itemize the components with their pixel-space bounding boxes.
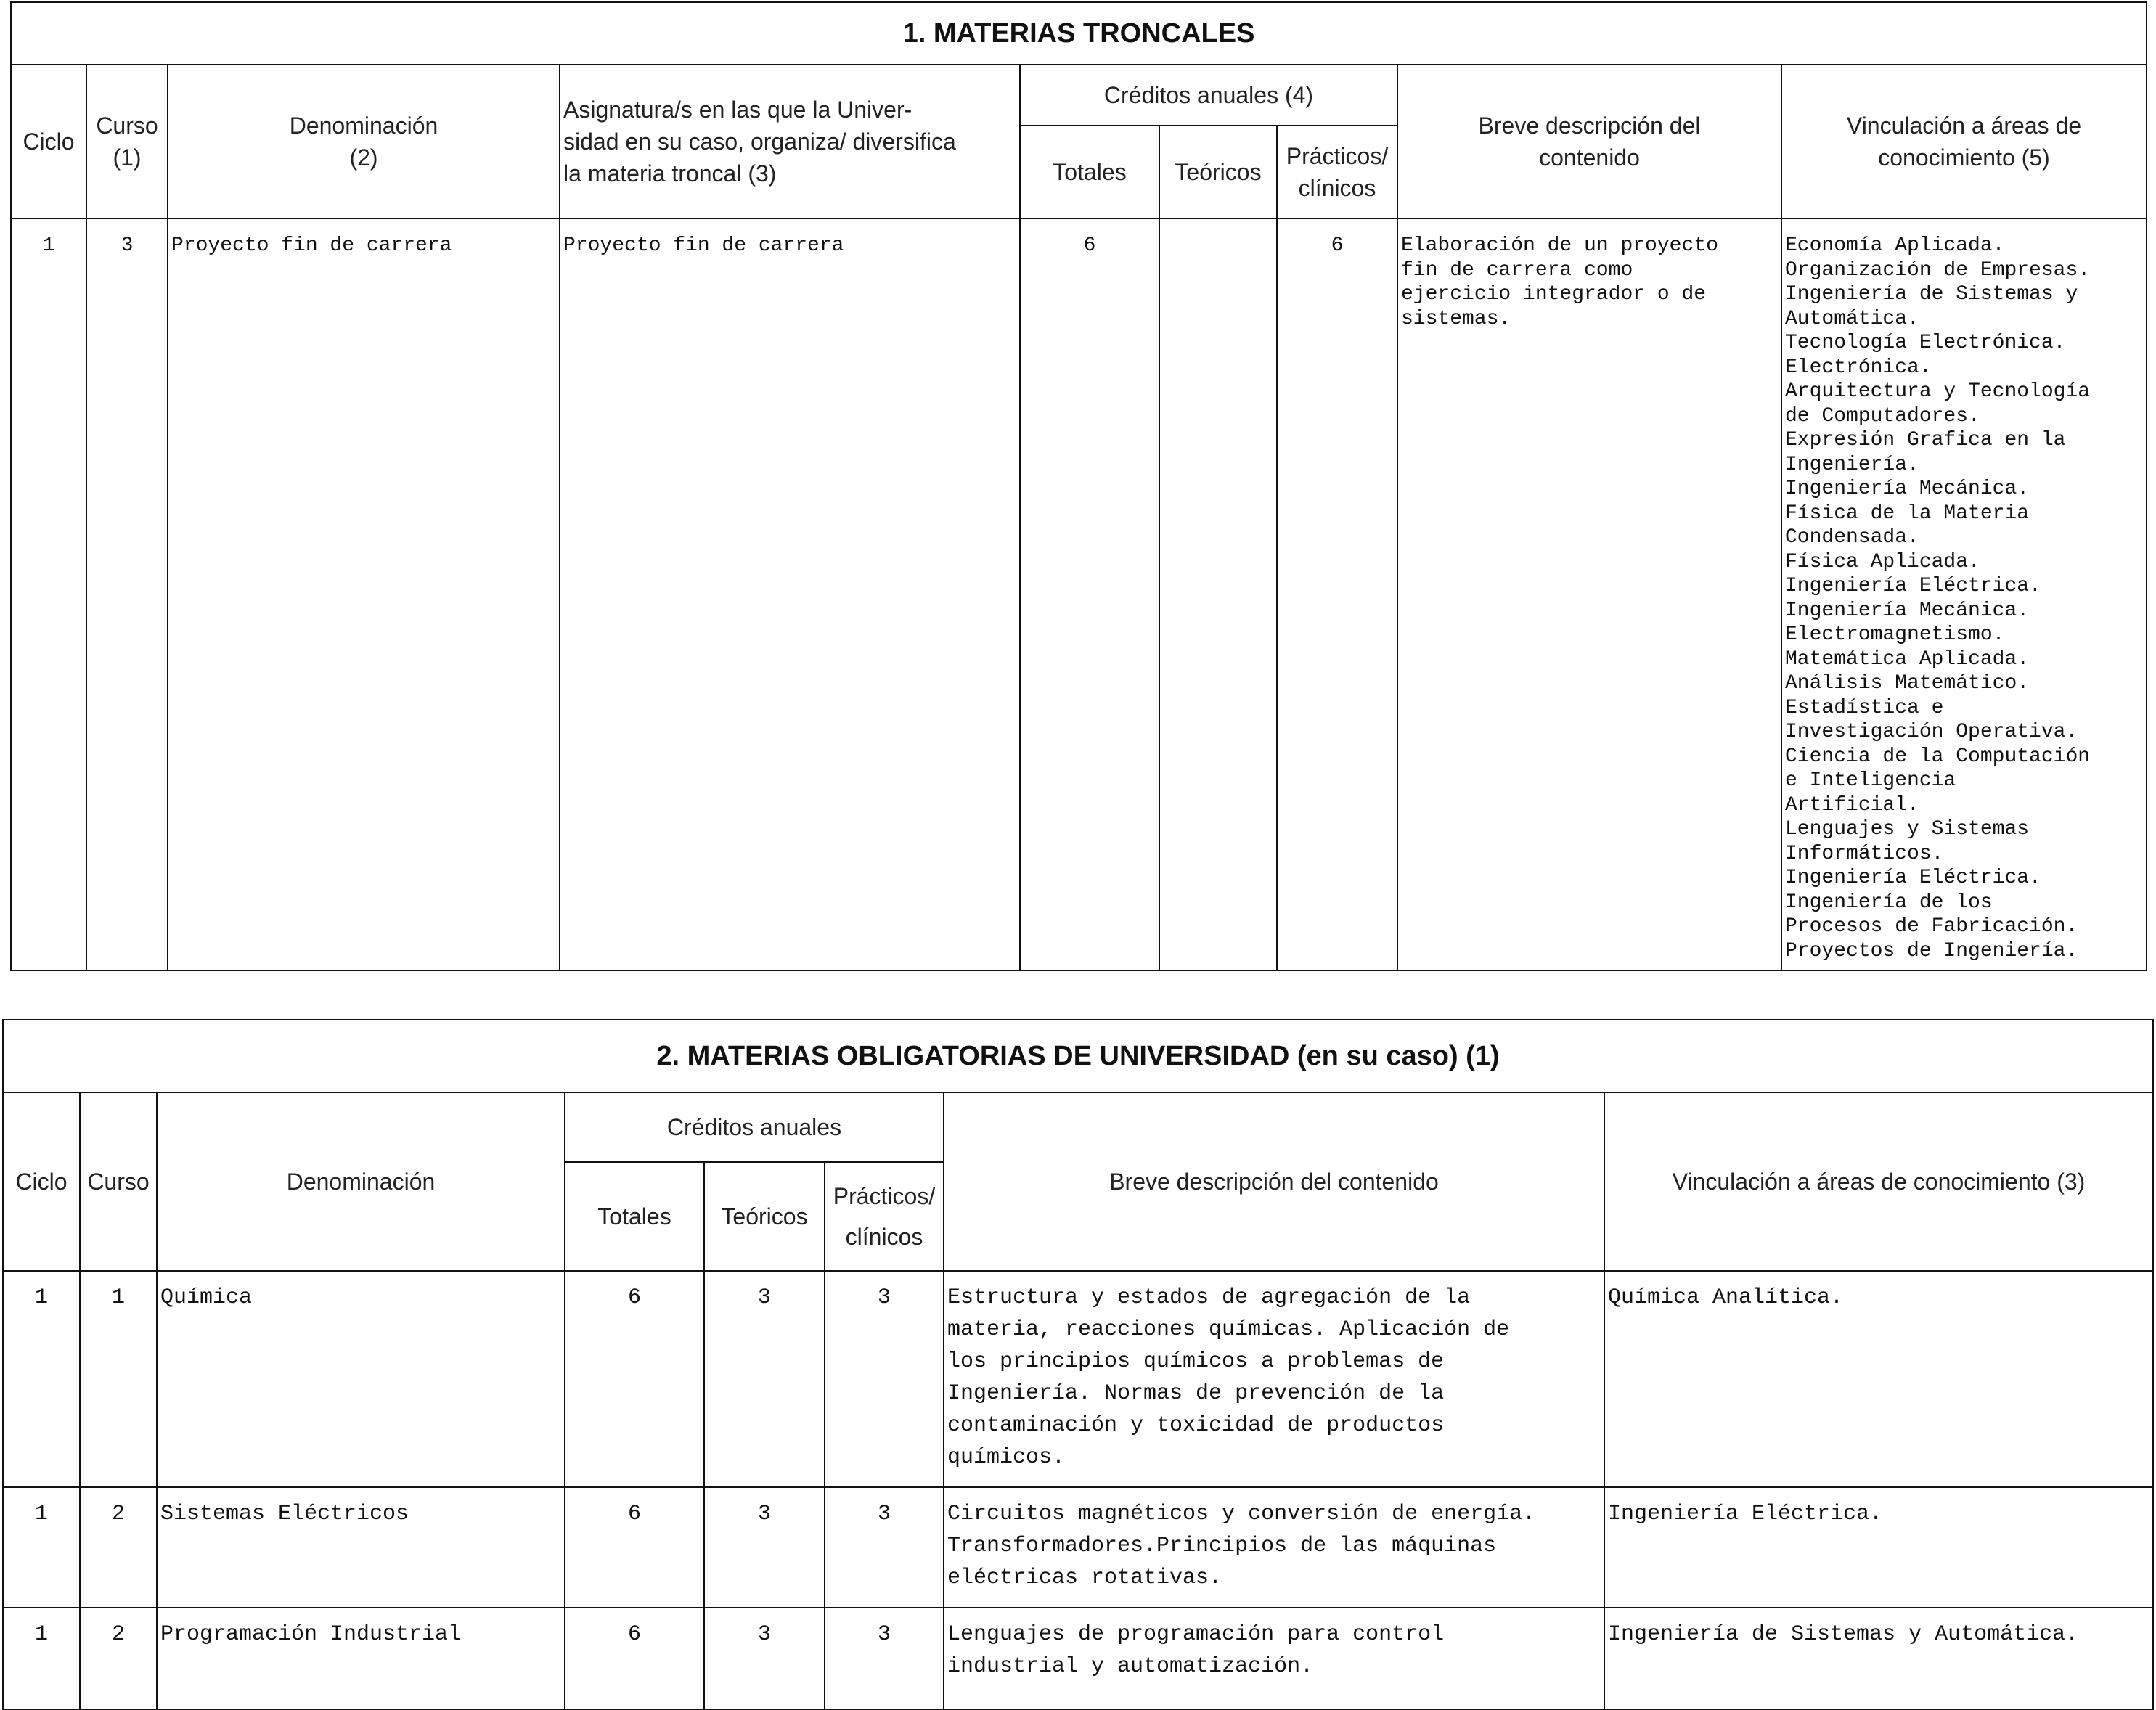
header-creditos-anuales: Créditos anuales (4) [1020, 65, 1397, 126]
descripcion-line: industrial y automatización. [947, 1654, 1314, 1679]
area-item: Física de la Materia [1785, 502, 2030, 525]
descripcion-line: sistemas. [1401, 307, 1511, 330]
cell-teoricos: 3 [704, 1487, 825, 1608]
area-item: Ingeniería de Sistemas y [1785, 283, 2078, 306]
header-vinculacion: Vinculación a áreas de conocimiento (5) [1781, 65, 2147, 218]
area-item: Artificial. [1785, 793, 1919, 817]
section-title: 2. MATERIAS OBLIGATORIAS DE UNIVERSIDAD (en su caso) (1) [3, 1020, 2153, 1092]
table-row [3, 1487, 2153, 1608]
descripcion-line: Elaboración de un proyecto [1401, 234, 1718, 257]
cell-descripcion [944, 1608, 1604, 1709]
cell-area: Química Analítica. [1604, 1271, 2153, 1487]
cell-practicos: 6 [1277, 218, 1397, 970]
cell-teoricos [1159, 218, 1277, 970]
area-item: Arquitectura y Tecnología [1785, 380, 2091, 403]
cell-curso: 1 [80, 1271, 157, 1487]
cell-teoricos: 3 [704, 1271, 825, 1487]
area-item: Ingeniería Eléctrica. [1785, 575, 2041, 597]
header-totales: Totales [1020, 126, 1159, 218]
header-breve-descripcion: Breve descripción del contenido [1397, 65, 1781, 218]
descripcion-line: químicos. [947, 1445, 1066, 1470]
header-ciclo: Ciclo [11, 65, 86, 218]
descripcion-line: eléctricas rotativas. [947, 1566, 1222, 1590]
header-totales: Totales [565, 1162, 704, 1271]
area-item: Ingeniería. [1785, 453, 1919, 476]
area-item: Estadística e [1785, 696, 1944, 719]
cell-ciclo: 1 [11, 218, 86, 970]
descripcion-line: Transformadores.Principios de las máquinas [947, 1534, 1497, 1558]
area-item: Organización de Empresas. [1785, 258, 2091, 282]
descripcion-line: materia, reacciones químicas. Aplicación de [947, 1317, 1510, 1342]
descripcion-line: ejercicio integrador o de [1401, 283, 1707, 306]
cell-totales: 6 [565, 1271, 704, 1487]
header-creditos-anuales: Créditos anuales [565, 1092, 944, 1162]
area-item: Matemática Aplicada. [1785, 647, 2030, 671]
area-item: Ingeniería Mecánica. [1785, 599, 2030, 622]
area-item: Ingeniería de los [1785, 891, 1993, 914]
cell-area: Ingeniería Eléctrica. [1604, 1487, 2153, 1608]
descripcion-line: fin de carrera como [1401, 258, 1633, 282]
cell-ciclo: 1 [3, 1608, 80, 1709]
cell-ciclo: 1 [3, 1487, 80, 1608]
area-item: Expresión Grafica en la [1785, 429, 2066, 451]
area-item: Ciencia de la Computación [1785, 745, 2091, 768]
cell-denominacion: Química [157, 1271, 565, 1487]
header-ciclo: Ciclo [3, 1092, 80, 1271]
cell-totales: 6 [565, 1608, 704, 1709]
cell-teoricos: 3 [704, 1608, 825, 1709]
header-teoricos: Teóricos [704, 1162, 825, 1271]
table-row [11, 218, 2147, 970]
cell-ciclo: 1 [3, 1271, 80, 1487]
area-item: Ingeniería Mecánica. [1785, 478, 2030, 500]
area-item: Tecnología Electrónica. [1785, 332, 2066, 354]
table-row [3, 1271, 2153, 1487]
cell-descripcion [944, 1271, 1604, 1487]
header-asignatura: Asignatura/s en las que la Univer- sidad en su caso, organiza/ diversifica la materia troncal (3) [560, 65, 1020, 218]
cell-curso: 2 [80, 1608, 157, 1709]
cell-totales: 6 [565, 1487, 704, 1608]
area-item: Informáticos. [1785, 842, 1944, 865]
table-row [3, 1608, 2153, 1709]
cell-totales: 6 [1020, 218, 1159, 970]
cell-curso: 3 [86, 218, 168, 970]
area-item: Proyectos de Ingeniería. [1785, 939, 2078, 962]
cell-descripcion [1397, 218, 1781, 970]
troncales-table [10, 1, 2147, 971]
area-item: Condensada. [1785, 526, 1919, 549]
cell-denominacion: Programación Industrial [157, 1608, 565, 1709]
cell-denominacion: Sistemas Eléctricos [157, 1487, 565, 1608]
area-item: Lenguajes y Sistemas [1785, 818, 2030, 840]
header-teoricos: Teóricos [1159, 126, 1277, 218]
area-item: Investigación Operativa. [1785, 721, 2078, 743]
descripcion-line: Lenguajes de programación para control [947, 1622, 1445, 1647]
obligatorias-table [2, 1019, 2154, 1710]
header-breve-descripcion: Breve descripción del contenido [944, 1092, 1604, 1271]
area-item: de Computadores. [1785, 404, 1980, 428]
descripcion-line: los principios químicos a problemas de [947, 1349, 1445, 1374]
header-denominacion: Denominación [157, 1092, 565, 1271]
area-item: Física Aplicada. [1785, 550, 1980, 573]
section-title: 1. MATERIAS TRONCALES [11, 2, 2147, 65]
header-vinculacion: Vinculación a áreas de conocimiento (3) [1604, 1092, 2153, 1271]
cell-practicos: 3 [825, 1271, 944, 1487]
descripcion-line: Estructura y estados de agregación de la [947, 1285, 1471, 1310]
header-practicos: Prácticos/ clínicos [825, 1162, 944, 1271]
cell-curso: 2 [80, 1487, 157, 1608]
cell-asignatura: Proyecto fin de carrera [560, 218, 1020, 970]
cell-areas [1781, 218, 2147, 970]
area-item: Electromagnetismo. [1785, 623, 2005, 646]
descripcion-line: Ingeniería. Normas de prevención de la [947, 1381, 1445, 1406]
area-item: e Inteligencia [1785, 769, 1956, 792]
cell-area: Ingeniería de Sistemas y Automática. [1604, 1608, 2153, 1709]
descripcion-line: contaminación y toxicidad de productos [947, 1413, 1445, 1438]
descripcion-line: Circuitos magnéticos y conversión de energía. [947, 1502, 1536, 1526]
cell-denominacion: Proyecto fin de carrera [168, 218, 560, 970]
header-practicos: Prácticos/ clínicos [1277, 126, 1397, 218]
area-item: Ingeniería Eléctrica. [1785, 867, 2041, 889]
area-item: Automática. [1785, 307, 1919, 330]
header-denominacion: Denominación (2) [168, 65, 560, 218]
area-item: Análisis Matemático. [1785, 672, 2030, 695]
area-item: Procesos de Fabricación. [1785, 915, 2078, 938]
area-item: Economía Aplicada. [1785, 234, 2005, 257]
area-item: Electrónica. [1785, 356, 1932, 379]
cell-practicos: 3 [825, 1608, 944, 1709]
header-curso: Curso [80, 1092, 157, 1271]
cell-practicos: 3 [825, 1487, 944, 1608]
header-curso: Curso (1) [86, 65, 168, 218]
cell-descripcion [944, 1487, 1604, 1608]
